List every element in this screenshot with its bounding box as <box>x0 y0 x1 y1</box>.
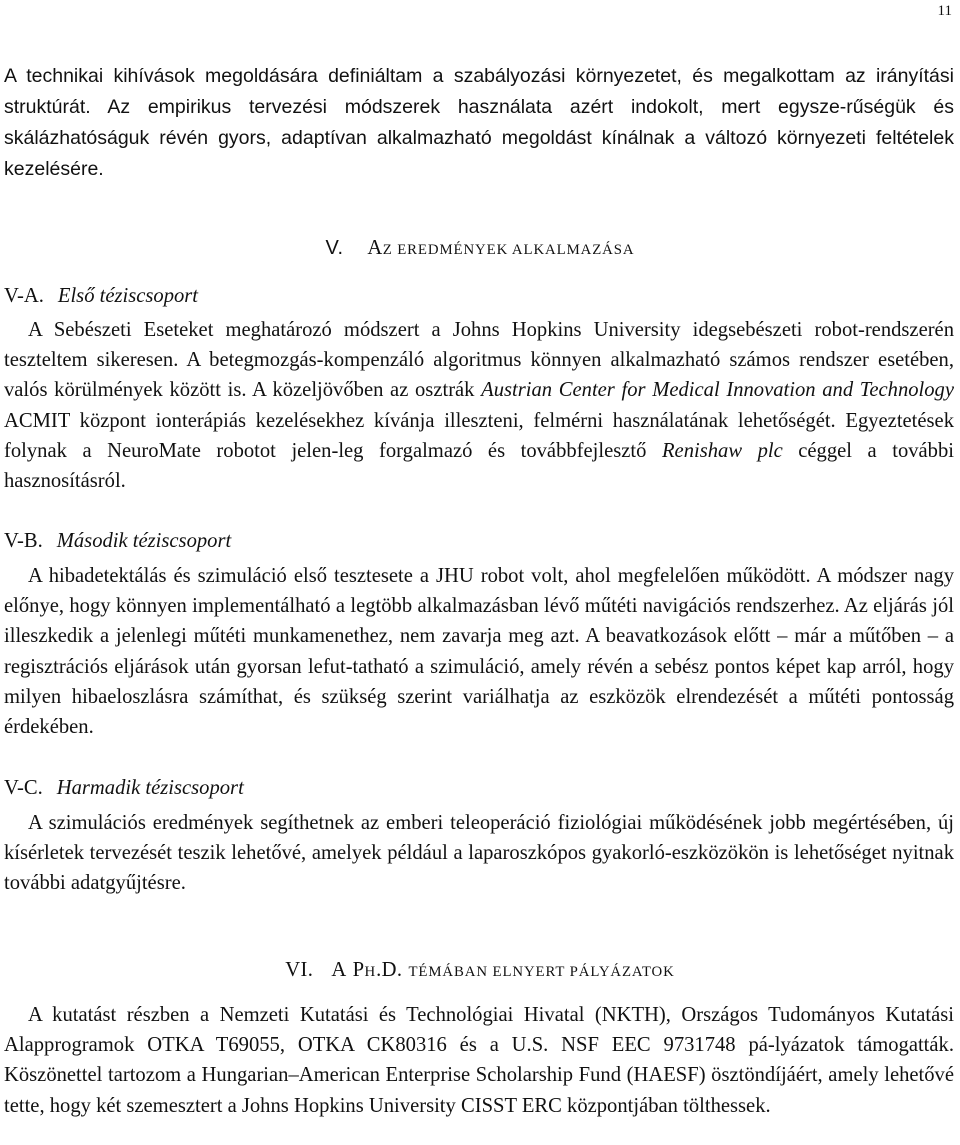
subsection-vb-number: V-B. <box>4 530 43 552</box>
va-text-2: ACMIT központ ionterápiás kezelésekhez kívánja illeszteni, felmérni használatának lehetőségét. Egyeztetések folynak a NeuroMate robotot jelen-leg forgalmazó és továbbfejlesztő <box>4 409 954 462</box>
page-number: 11 <box>937 3 952 19</box>
subsection-va-paragraph <box>4 315 954 496</box>
section-vi-title-rest: TÉMÁBAN ELNYERT PÁLYÁZATOK <box>408 964 675 980</box>
subsection-vc-paragraph: A szimulációs eredmények segíthetnek az emberi teleoperáció fiziológiai működésének jobb megértésében, új kísérletek tervezését teszik lehetővé, amelyek például a laparoszkópos gyakorló-eszközökön is lehetőséget nyitnak további adatgyűjtésre. <box>4 812 954 895</box>
section-v-number: V. <box>325 237 344 259</box>
section-vi-title-d: .D. <box>376 959 403 981</box>
section-v-heading <box>0 236 960 262</box>
va-italic-2: Renishaw plc <box>661 439 783 462</box>
section-vi-heading <box>0 958 960 984</box>
va-italic-1: Austrian Center for Medical Innovation and Technology <box>481 379 954 402</box>
section-vi-title-ph-rest: H <box>364 964 377 980</box>
subsection-vc-heading <box>4 776 244 800</box>
subsection-va-heading <box>4 284 198 308</box>
subsection-vc-title: Harmadik téziscsoport <box>56 777 244 799</box>
subsection-vb-paragraph: A hibadetektálás és szimuláció első tesztesete a JHU robot volt, ahol megfelelően működött. A módszer nagy előnye, hogy könnyen implementálható a legtöbb alkalmazásban lévő műtéti navigációs rendszerhez. Az eljárás jól illeszkedik a jelenlegi műtéti munkamenethez, nem zavarja meg azt. A beavatkozások előtt – már a műtőben – a regisztrációs eljárások után gyorsan lefut-tatható a szimuláció, amely révén a sebész pontos képet kap arról, hogy milyen hibaeloszlásra számíthat, és szükség szerint variálhatja az eszközök elrendezését a műtéti pontosság érdekében. <box>4 565 954 739</box>
section-vi-block <box>4 1000 954 1121</box>
section-vi-paragraph: A kutatást részben a Nemzeti Kutatási és Technológiai Hivatal (NKTH), Országos Tudományos Kutatási Alapprogramok OTKA T69055, OTKA CK80316 és a U.S. NSF EEC 9731748 pá-lyázatok támogatták. Köszönettel tartozom a Hungarian–American Enterprise Scholarship Fund (HAESF) ösztöndíjáért, amely lehetővé tette, hogy két szemesztert a Johns Hopkins University CISST ERC központjában tölthessek. <box>4 1004 954 1117</box>
subsection-va-title: Első téziscsoport <box>57 285 199 307</box>
subsection-va-block <box>4 315 954 496</box>
section-v-title-rest: Z EREDMÉNYEK ALKALMAZÁSA <box>382 242 635 258</box>
section-v-title-cap: A <box>367 237 383 259</box>
va-text-1: A Sebészeti Eseteket meghatározó módszert a Johns Hopkins University idegsebészeti robot-rendszerén teszteltem sikeresen. A betegmozgás-kompenzáló algoritmus könnyen alkalmazható számos rendszer esetében, valós körülmények között is. A közeljövőben az osztrák <box>4 319 954 402</box>
subsection-vb-heading <box>4 529 231 553</box>
subsection-vb-block <box>4 561 954 742</box>
section-vi-title-a: A <box>331 959 347 981</box>
section-vi-number: VI. <box>285 959 314 981</box>
subsection-vc-number: V-C. <box>4 777 43 799</box>
intro-block <box>4 61 954 185</box>
section-vi-title-ph: P <box>352 959 365 981</box>
va-text-3: céggel a további hasznosításról. <box>4 439 954 493</box>
subsection-vc-block <box>4 808 954 899</box>
subsection-vb-title: Második téziscsoport <box>56 530 232 552</box>
intro-paragraph: A technikai kihívások megoldására definiáltam a szabályozási környezetet, és megalkottam az irányítási struktúrát. Az empirikus tervezési módszerek használata azért indokolt, mert egysze-rűségük és skálázhatóságuk révén gyors, adaptívan alkalmazható megoldást kínálnak a változó környezeti feltételek kezelésére. <box>4 65 954 180</box>
subsection-va-number: V-A. <box>4 285 44 307</box>
